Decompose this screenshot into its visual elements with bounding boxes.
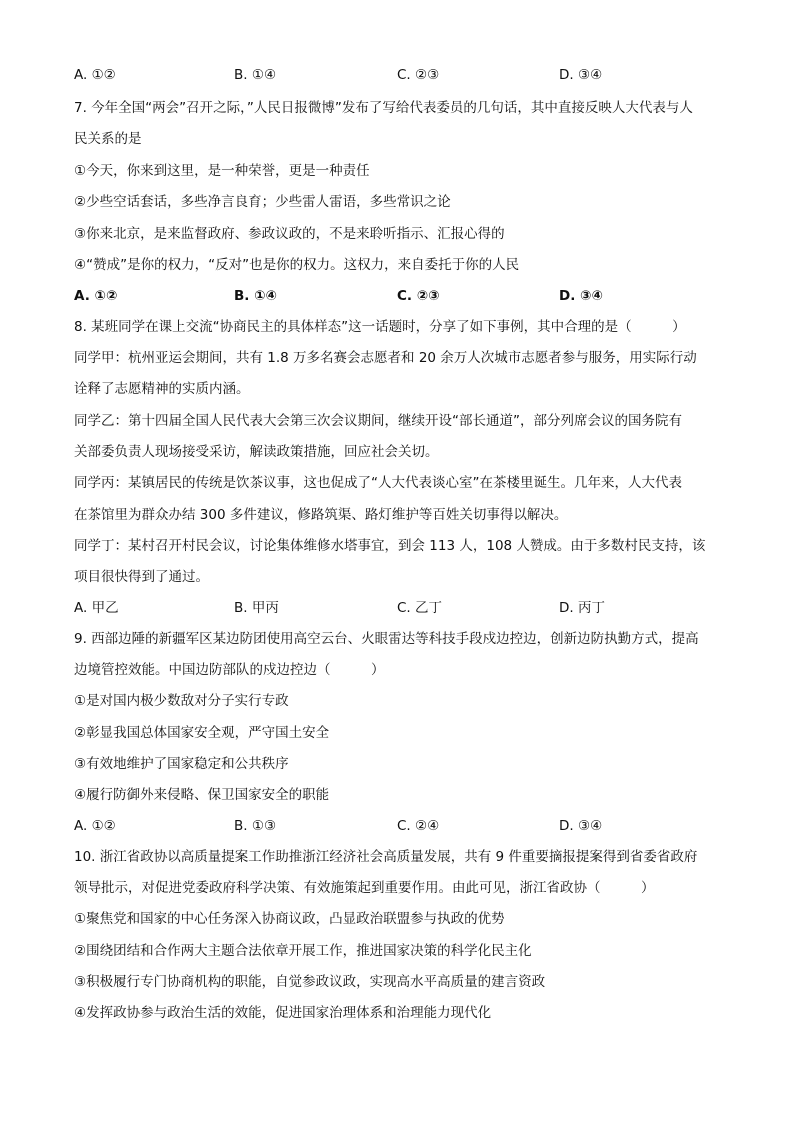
q8-options [74, 598, 734, 618]
q9-option-c: C. ②④ [397, 818, 440, 834]
q10-stem-line-2: 领导批示，对促进党委政府科学决策、有效施策起到重要作用。由此可见，浙江省政协（ ） [74, 880, 655, 896]
q8-option-d: D. 丙丁 [559, 600, 605, 616]
q7-item-4: ④“赞成”是你的权力，“反对”也是你的权力。这权力，来自委托于你的人民 [74, 257, 520, 273]
q10-item-1: ①聚焦党和国家的中心任务深入协商议政，凸显政治联盟参与执政的优势 [74, 911, 505, 927]
q9-item-3: ③有效地维护了国家稳定和公共秩序 [74, 756, 289, 772]
q8-option-c: C. 乙丁 [397, 600, 443, 616]
q6-options [74, 65, 734, 85]
q8-student-d-line-1: 同学丁：某村召开村民会议，讨论集体维修水塔事宜，到会 113 人，108 人赞成。由于多数村民支持，该 [74, 538, 706, 554]
q10-item-2: ②围绕团结和合作两大主题合法依章开展工作，推进国家决策的科学化民主化 [74, 943, 532, 959]
q7-option-d: D. ③④ [559, 288, 603, 304]
q9-options [74, 816, 734, 836]
q6-option-c: C. ②③ [397, 67, 440, 83]
q10-stem-line-1: 10. 浙江省政协以高质量提案工作助推浙江经济社会高质量发展，共有 9 件重要摘报提案得到省委省政府 [74, 849, 698, 865]
q8-student-a-line-2: 诠释了志愿精神的实质内涵。 [74, 381, 250, 397]
q8-student-c-line-2: 在茶馆里为群众办结 300 多件建议，修路筑渠、路灯维护等百姓关切事得以解决。 [74, 507, 568, 523]
q8-student-b-line-2: 关部委负责人现场接受采访，解读政策措施，回应社会关切。 [74, 444, 439, 460]
q9-option-b: B. ①③ [234, 818, 277, 834]
q8-option-a: A. 甲乙 [74, 600, 119, 616]
q6-option-d: D. ③④ [559, 67, 603, 83]
q9-option-a: A. ①② [74, 818, 116, 834]
q9-item-1: ①是对国内极少数敌对分子实行专政 [74, 693, 289, 709]
q10-item-3: ③积极履行专门协商机构的职能，自觉参政议政，实现高水平高质量的建言资政 [74, 974, 546, 990]
q7-options [74, 286, 734, 306]
q7-option-b: B. ①④ [234, 288, 277, 304]
q9-stem-line-2: 边境管控效能。中国边防部队的戍边控边（ ） [74, 662, 385, 678]
q8-student-b-line-1: 同学乙：第十四届全国人民代表大会第三次会议期间，继续开设“部长通道”，部分列席会议的国务院有 [74, 413, 682, 429]
q7-option-c: C. ②③ [397, 288, 440, 304]
q7-item-2: ②少些空话套话，多些净言良育；少些雷人雷语，多些常识之论 [74, 194, 451, 210]
q6-option-a: A. ①② [74, 67, 116, 83]
q8-student-c-line-1: 同学丙：某镇居民的传统是饮茶议事，这也促成了“人大代表谈心室”在茶楼里诞生。几年来，人大代表 [74, 475, 682, 491]
q9-option-d: D. ③④ [559, 818, 603, 834]
q9-item-4: ④履行防御外来侵略、保卫国家安全的职能 [74, 787, 330, 803]
q7-item-1: ①今天，你来到这里，是一种荣誉，更是一种责任 [74, 163, 370, 179]
q8-student-a-line-1: 同学甲：杭州亚运会期间，共有 1.8 万多名赛会志愿者和 20 余万人次城市志愿者参与服务，用实际行动 [74, 350, 697, 366]
q8-option-b: B. 甲丙 [234, 600, 279, 616]
q9-stem-line-1: 9. 西部边陲的新疆军区某边防团使用高空云台、火眼雷达等科技手段戍边控边，创新边防执勤方式，提高 [74, 631, 699, 647]
q7-stem-line-1: 7. 今年全国“两会”召开之际，”人民日报微博”发布了写给代表委员的几句话，其中直接反映人大代表与人 [74, 100, 693, 116]
q7-option-a: A. ①② [74, 288, 118, 304]
q7-item-3: ③你来北京，是来监督政府、参政议政的，不是来聆听指示、汇报心得的 [74, 226, 505, 242]
q8-stem: 8. 某班同学在课上交流“协商民主的具体样态”这一话题时，分享了如下事例，其中合理的是（ ） [74, 319, 686, 335]
q6-option-b: B. ①④ [234, 67, 277, 83]
q10-item-4: ④发挥政协参与政治生活的效能，促进国家治理体系和治理能力现代化 [74, 1005, 492, 1021]
q7-stem-line-2: 民关系的是 [74, 131, 142, 147]
q8-student-d-line-2: 项目很快得到了通过。 [74, 569, 209, 585]
q9-item-2: ②彰显我国总体国家安全观，严守国土安全 [74, 725, 330, 741]
